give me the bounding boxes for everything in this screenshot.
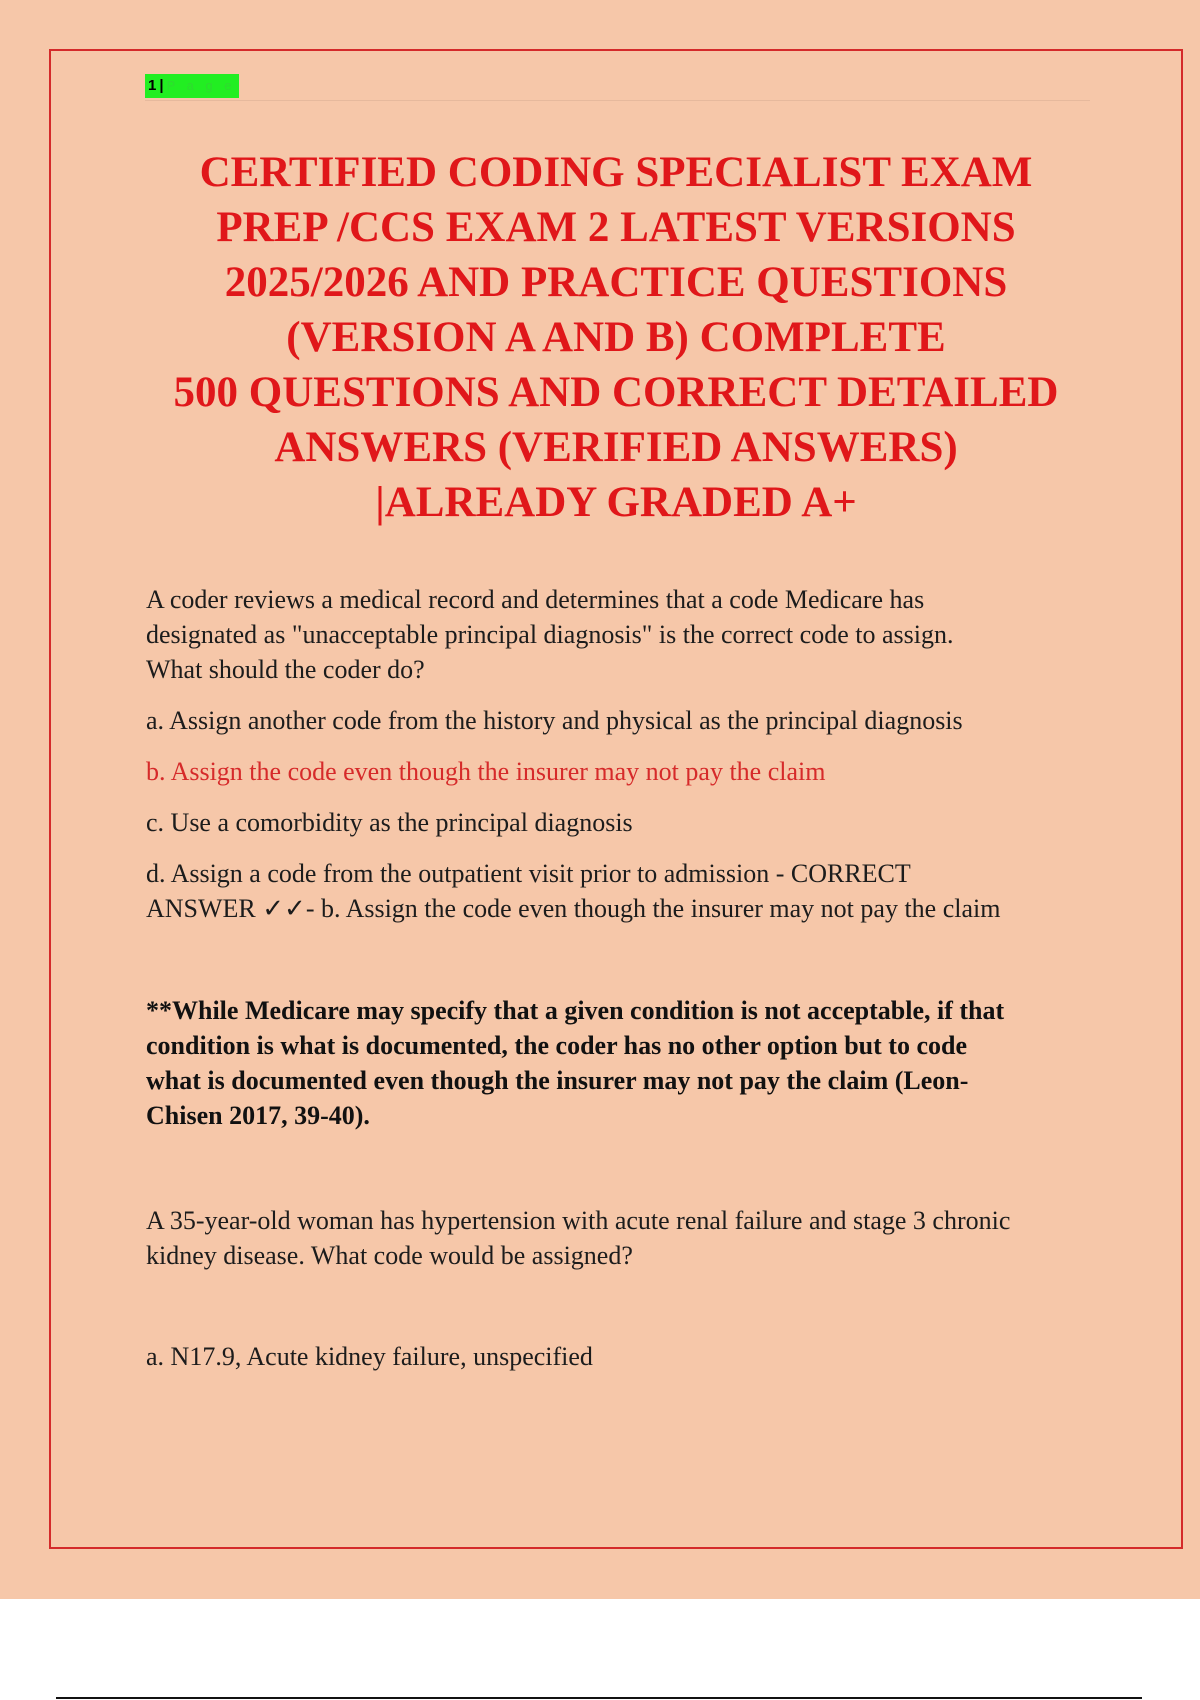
question-1-option-a: a. Assign another code from the history and physical as the principal diagnosis [146,706,963,735]
page-separator: | [159,77,164,94]
title-line: ANSWERS (VERIFIED ANSWERS) [274,424,958,471]
question-1-explanation [146,993,1096,1133]
page-number-badge [145,74,239,98]
question-line: What should the coder do? [146,655,425,684]
explanation-line: **While Medicare may specify that a given condition is not acceptable, if that [146,996,1005,1025]
title-line: (VERSION A AND B) COMPLETE [286,314,946,361]
title-line: CERTIFIED CODING SPECIALIST EXAM [199,149,1033,196]
document-title [120,145,1112,530]
page-number: 1 [148,77,157,94]
question-1-text [146,582,1096,687]
explanation-line: condition is what is documented, the coder has no other option but to code [146,1031,967,1060]
question-2-text [146,1203,1096,1273]
page-header [145,74,1090,101]
question-line: kidney disease. What code would be assigned? [146,1241,633,1270]
question-line: A 35-year-old woman has hypertension with acute renal failure and stage 3 chronic [146,1206,1011,1235]
question-line: designated as "unacceptable principal diagnosis" is the correct code to assign. [146,620,954,649]
explanation-line: what is documented even though the insurer may not pay the claim (Leon- [146,1066,969,1095]
title-line: PREP /CCS EXAM 2 LATEST VERSIONS [216,204,1016,251]
title-line: 500 QUESTIONS AND CORRECT DETAILED [173,369,1059,416]
question-line: A coder reviews a medical record and determines that a code Medicare has [146,585,925,614]
correct-answer-line: ANSWER ✓✓- b. Assign the code even though the insurer may not pay the claim [146,894,1001,923]
title-line: |ALREADY GRADED A+ [375,479,857,526]
title-line: 2025/2026 AND PRACTICE QUESTIONS [224,259,1008,306]
question-2-option-a: a. N17.9, Acute kidney failure, unspecified [146,1342,593,1371]
document-body [146,582,1096,1374]
option-d-line: d. Assign a code from the outpatient visit prior to admission - CORRECT [146,859,911,888]
footer-rule [56,1697,1142,1699]
page-word: P a g e [166,78,236,93]
question-1-option-b-correct: b. Assign the code even though the insurer may not pay the claim [146,757,826,786]
question-1-option-c: c. Use a comorbidity as the principal diagnosis [146,808,633,837]
question-1-option-d [146,856,1096,926]
explanation-line: Chisen 2017, 39-40). [146,1101,370,1130]
